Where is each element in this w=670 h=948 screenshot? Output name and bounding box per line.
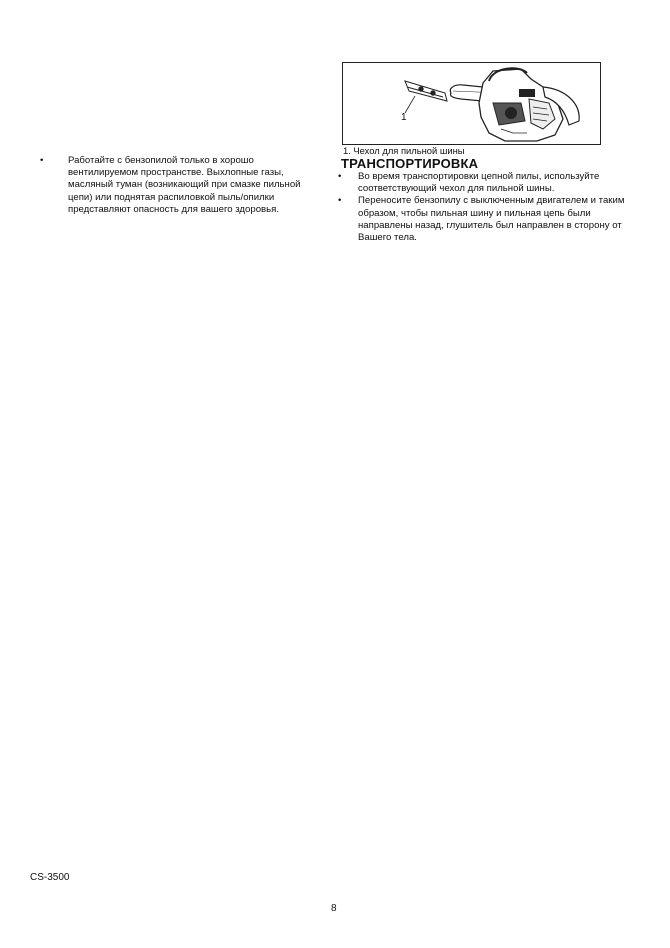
list-item [40, 155, 310, 216]
bullet-marker: • [40, 155, 44, 166]
bar-cover-shape [405, 81, 447, 101]
page-number: 8 [331, 903, 337, 914]
bullet-text: Работайте с бензопилой только в хорошо вентилируемом пространстве. Выхлопные газы, масляный туман (возникающий при смазке пильной цепи) или поднятая распиловкой пыль/опилки представляют опасность для вашего здоровья. [68, 155, 301, 215]
bullet-marker: • [338, 195, 342, 207]
figure-caption: 1. Чехол для пильной шины [343, 145, 465, 156]
bullet-text: Переносите бензопилу с выключенным двигателем и таким образом, чтобы пильная шину и пильная цепь были направлены назад, глушитель был направлен в сторону от Вашего тела. [358, 195, 625, 244]
chainsaw-figure [342, 62, 601, 145]
callout-label: 1 [401, 112, 407, 123]
list-item [338, 195, 638, 244]
chainsaw-illustration [343, 63, 600, 144]
list-item [338, 171, 638, 195]
right-bullet-list [338, 171, 638, 244]
bullet-marker: • [338, 171, 342, 182]
bullet-text: Во время транспортировки цепной пилы, используйте соответствующий чехол для пильной шины. [358, 171, 600, 195]
section-heading: ТРАНСПОРТИРОВКА [341, 156, 479, 171]
model-number: CS-3500 [30, 872, 70, 883]
left-bullet-list [40, 155, 310, 216]
